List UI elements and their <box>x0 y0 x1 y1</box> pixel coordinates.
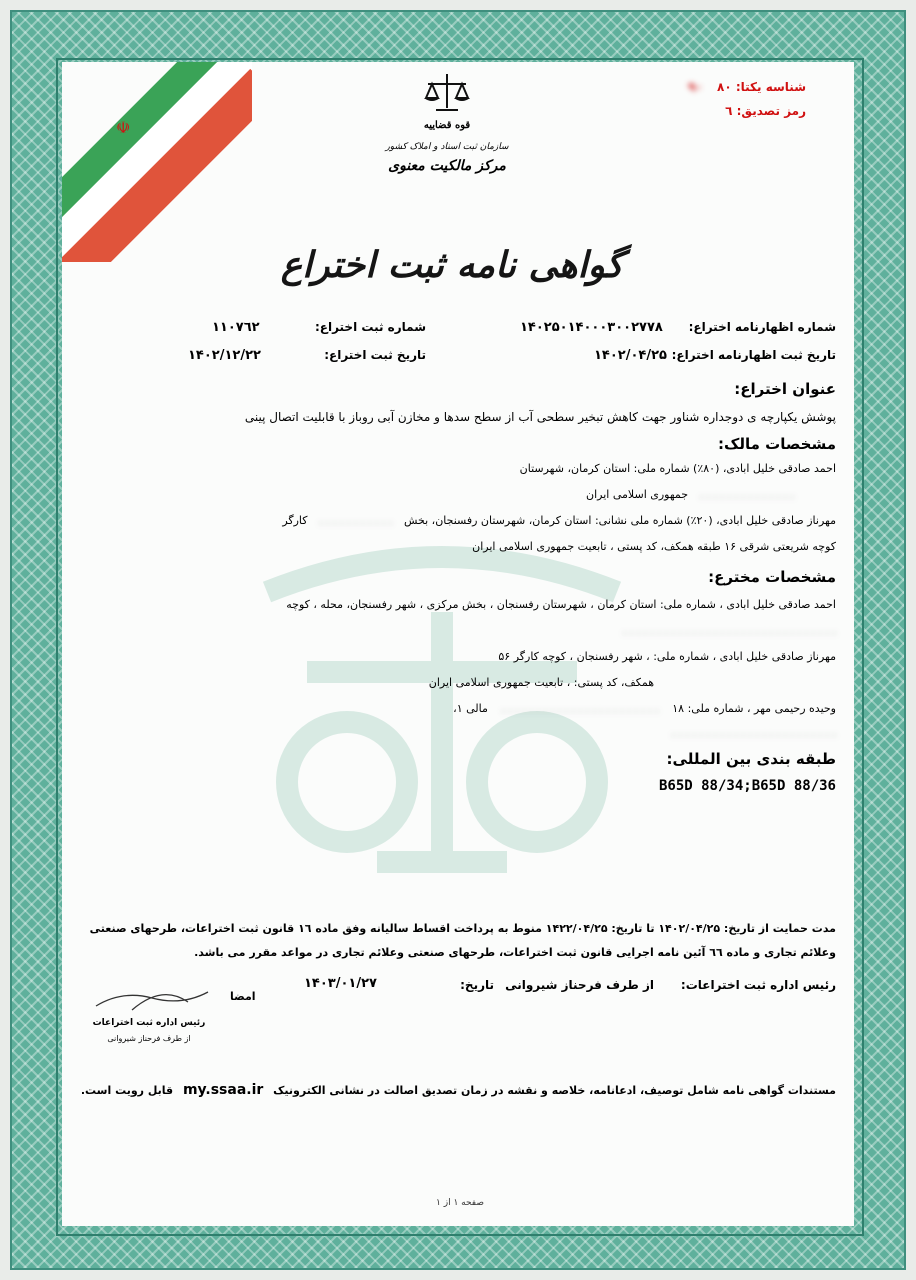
declaration-number: ۱۴۰۲۵۰۱۴۰۰۰۳۰۰۲۷۷۸ <box>520 320 663 335</box>
owner-line: کوچه شریعتی شرقی ۱۶ طبقه همکف، کد پستی ، تابعیت جمهوری اسلامی ایران <box>472 540 836 553</box>
signature-scribble-icon <box>92 980 212 1014</box>
stamp-subtitle: از طرف فرحناز شیروانی <box>107 1034 191 1043</box>
head-label: رئیس اداره ثبت اختراعات: <box>680 978 836 992</box>
docs-url-link[interactable]: my.ssaa.ir <box>182 1082 264 1098</box>
registration-date-label: تاریخ ثبت اختراع: <box>324 348 426 362</box>
unique-id <box>688 80 806 94</box>
stamp-title: رئیس اداره ثبت اختراعات <box>92 1018 206 1028</box>
owner-line: مهرناز صادقی خلیل ابادی، (۲۰٪) شماره ملی نشانی: استان کرمان، شهرستان رفسنجان، بخش . . . . . . . . . . . کارگر <box>282 514 836 527</box>
declaration-number-label: شماره اظهارنامه اختراع: <box>688 320 836 334</box>
org-name: سازمان ثبت اسناد و املاک کشور <box>385 142 509 152</box>
page-number: صفحه ۱ از ۱ <box>436 1198 484 1208</box>
head-name: از طرف فرحناز شیروانی <box>505 978 654 992</box>
inventor-line: مهرناز صادقی خلیل ابادی ، شماره ملی: ، شهر رفسنجان ، کوچه کارگر ۵۶ <box>498 650 836 663</box>
sign-label: امضا <box>230 990 256 1003</box>
owner-line: احمد صادقی خلیل ابادی، (۸۰٪) شماره ملی: استان کرمان، شهرستان <box>519 462 836 475</box>
sign-date: ۱۴۰۳/۰۱/۲۷ <box>304 976 377 991</box>
classification-heading: طبقه بندی بین المللی: <box>666 750 836 768</box>
inventor-line: همکف، کد پستی: ، تابعیت جمهوری اسلامی ایران <box>428 676 654 689</box>
unique-id-label: شناسه یکتا: ۸۰ <box>717 80 806 94</box>
classification-code: B65D 88/34;B65D 88/36 <box>658 778 836 794</box>
sign-date-label: تاریخ: <box>460 978 494 992</box>
declaration-date: ۱۴۰۲/۰۴/۲۵ <box>594 348 667 363</box>
invention-title: پوشش یکپارچه ی دوجداره شناور جهت کاهش تبخیر سطحی آب از سطح سدها و مخازن آبی روباز با قابلیت اتصال پینی <box>244 410 836 424</box>
registration-number-label: شماره ثبت اختراع: <box>314 320 426 334</box>
declaration-date-label: تاریخ ثبت اظهارنامه اختراع: <box>671 348 836 362</box>
unique-id-value: ۹۰ <box>688 80 703 94</box>
support-period-line: مدت حمایت از تاریخ: ۱۴۰۲/۰۴/۲۵ تا تاریخ: ۱۴۲۲/۰۴/۲۵ منوط به پرداخت اقساط سالیانه وفق ماده ١٦ قانون ثبت اختراعات، طرحهای صنعتی <box>89 922 836 935</box>
document-title: گواهی نامه ثبت اختراع <box>280 244 624 286</box>
inventors-heading: مشخصات مخترع: <box>708 568 836 586</box>
registration-number: ۱۱۰۷٦۲ <box>212 320 260 335</box>
owner-heading: مشخصات مالک: <box>718 435 836 453</box>
iran-flag-corner <box>62 62 252 262</box>
certificate-paper <box>62 62 854 1226</box>
ip-center-name: مرکز مالکیت معنوی <box>388 158 506 174</box>
inventor-line: وحیده رحیمی مهر ، شماره ملی: ۱۸ . . . . . . . . . . . . . . . . . . . . . . . مالی ۱، <box>453 702 836 715</box>
inventor-redacted-line: . . . . . . . . . . . . . . . . . . . . . . . . <box>671 726 836 739</box>
inventor-line: احمد صادقی خلیل ابادی ، شماره ملی: استان کرمان ، شهرستان رفسنجان ، بخش مرکزی ، شهر رفسنجان، محله ، کوچه <box>286 598 836 611</box>
invention-title-heading: عنوان اختراع: <box>734 380 836 398</box>
inventor-redacted-line: . . . . . . . . . . . . . . . . . . . . . . . . . . . . . . . <box>622 624 836 637</box>
registration-date: ۱۴۰۲/۱۲/۲۲ <box>188 348 261 363</box>
owner-line: . . . . . . . . . . . . . . جمهوری اسلامی ایران <box>586 488 794 501</box>
judiciary-title: قوه قضاییه <box>423 120 471 131</box>
flag-emblem-icon: ☫ <box>116 118 131 137</box>
judiciary-emblem-icon <box>422 70 472 118</box>
docs-note: مستندات گواهی نامه شامل توصیف، ادعانامه، خلاصه و نقشه در زمان تصدیق اصالت در نشانی الکترونیک my.ssaa.ir قابل رویت است. <box>80 1082 836 1098</box>
support-period-line: وعلائم تجاری و ماده ٦٦ آئین نامه اجرایی قانون ثبت اختراعات، طرحهای صنعتی وعلائم تجاری در مواعد مقرر می باشد. <box>194 946 836 959</box>
verify-code: رمز تصدیق: ٦ <box>725 104 806 118</box>
